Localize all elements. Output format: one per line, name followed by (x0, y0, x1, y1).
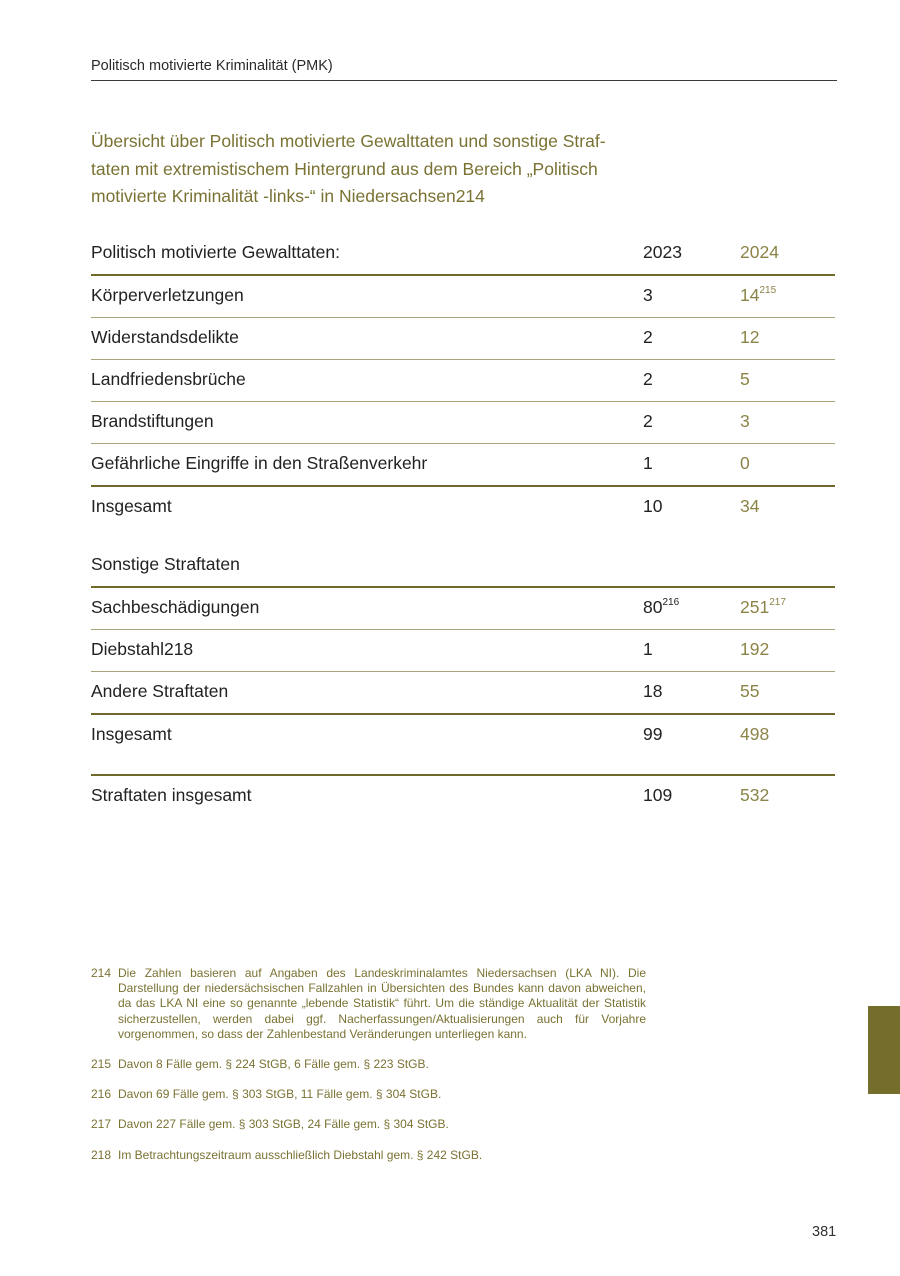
row-label: Körperverletzungen (91, 285, 244, 305)
footnote (91, 1148, 646, 1163)
chapter-tab-marker (868, 1006, 900, 1094)
footnote-ref[interactable]: 217 (769, 597, 786, 608)
row-label: Sachbeschädigungen (91, 597, 260, 617)
footnote-text: Davon 8 Fälle gem. § 224 StGB, 6 Fälle gem. § 223 StGB. (118, 1057, 429, 1072)
table-row (91, 588, 835, 629)
value-2023: $80^{216}$ (643, 597, 680, 617)
table-row (91, 276, 835, 317)
header-rule (91, 80, 837, 81)
row-label: Gefährliche Eingriffe in den Straßenverkehr (91, 453, 428, 473)
column-header-2024: 2024 (740, 242, 779, 262)
table-row (91, 360, 835, 401)
footnote (91, 966, 646, 1042)
table-row (91, 444, 835, 485)
table-row (91, 672, 835, 713)
footnote-text: Im Betrachtungszeitraum ausschließlich Diebstahl gem. § 242 StGB. (118, 1147, 483, 1162)
value-2023: 2 (643, 369, 653, 389)
value-2024: 12 (740, 327, 760, 347)
value-2023: 10 (643, 496, 663, 516)
row-label: Landfriedensbrüche (91, 369, 246, 389)
page-number: 381 (812, 1224, 837, 1240)
table-row (91, 630, 835, 671)
section-heading: Politisch motivierte Gewalttaten: (91, 242, 340, 262)
value-2023: 2 (643, 327, 653, 347)
footnote-text: Davon 69 Fälle gem. § 303 StGB, 11 Fälle gem. § 304 StGB. (118, 1087, 442, 1102)
footnote-number: 215 (91, 1057, 112, 1072)
row-label: Brandstiftungen (91, 411, 214, 431)
page-title (91, 128, 671, 211)
row-label: Diebstahl218 (91, 639, 194, 659)
row-label: Insgesamt (91, 496, 172, 516)
running-header: Politisch motivierte Kriminalität (PMK) (91, 58, 333, 74)
footnote-number: 217 (91, 1117, 112, 1132)
value-2023: 3 (643, 285, 653, 305)
title-line: motivierte Kriminalität -links-“ in Niedersachsen214 (91, 186, 485, 206)
value-2024: 192 (740, 639, 770, 659)
value-2023: 1 (643, 639, 653, 659)
other-crimes-table (91, 545, 835, 756)
footnote-number: 218 (91, 1147, 112, 1162)
table-row (91, 318, 835, 359)
row-label: Insgesamt (91, 724, 172, 744)
section-heading: Sonstige Straftaten (91, 554, 240, 574)
value-2024: 532 (740, 785, 770, 805)
total-row (91, 715, 835, 756)
value-2023: 1 (643, 453, 653, 473)
footnote-text: Die Zahlen basieren auf Angaben des Landeskriminalamtes Niedersachsen (LKA NI). Die Darstellung der niedersächsischen Fallzahlen in Übersichten des Bundes kann davon abweichen, da das LKA NI eine so genannte „lebende Statistik“ führt. Um die ständige Aktualität der Statistik sicherzustellen, werden dabei ggf. Nacherfassungen/Aktualisierungen auch für Vorjahre vorgenommen, so dass der Zahlenbestand Veränderungen unterliegen kann. (118, 966, 646, 1041)
grand-total-row (91, 776, 835, 817)
value-2024: 3 (740, 411, 750, 431)
title-line: taten mit extremistischem Hintergrund aus dem Bereich „Politisch (91, 158, 598, 179)
table-header-row (91, 233, 835, 274)
section-heading-row (91, 545, 835, 586)
value-2024: $14^{215}$ (740, 285, 777, 305)
value-2023: 109 (643, 785, 673, 805)
value-2024: 34 (740, 496, 760, 516)
row-label: Widerstandsdelikte (91, 327, 239, 347)
row-label: Andere Straftaten (91, 681, 229, 701)
value-2024: $251^{217}$ (740, 597, 786, 617)
footnote (91, 1087, 646, 1102)
value-2024: 5 (740, 369, 750, 389)
value-2024: 498 (740, 724, 770, 744)
footnote-ref[interactable]: 215 (759, 285, 777, 296)
footnote-number: 216 (91, 1087, 112, 1102)
footnote (91, 1057, 646, 1072)
title-line: Übersicht über Politisch motivierte Gewalttaten und sonstige Straf- (91, 131, 606, 151)
row-label: Straftaten insgesamt (91, 785, 252, 805)
footnotes (91, 966, 646, 1178)
table-row (91, 402, 835, 443)
grand-total-table (91, 774, 835, 817)
total-row (91, 487, 835, 528)
column-header-2023: 2023 (643, 242, 682, 262)
footnote (91, 1117, 646, 1132)
footnote-text: Davon 227 Fälle gem. § 303 StGB, 24 Fälle gem. § 304 StGB. (118, 1117, 449, 1132)
footnote-number: 214 (91, 966, 112, 980)
value-2023: 18 (643, 681, 663, 701)
value-2024: 55 (740, 681, 760, 701)
value-2024: 0 (740, 453, 750, 473)
violent-crimes-table (91, 233, 835, 528)
value-2023: 2 (643, 411, 653, 431)
footnote-ref[interactable]: 216 (662, 597, 680, 608)
value-2023: 99 (643, 724, 663, 744)
